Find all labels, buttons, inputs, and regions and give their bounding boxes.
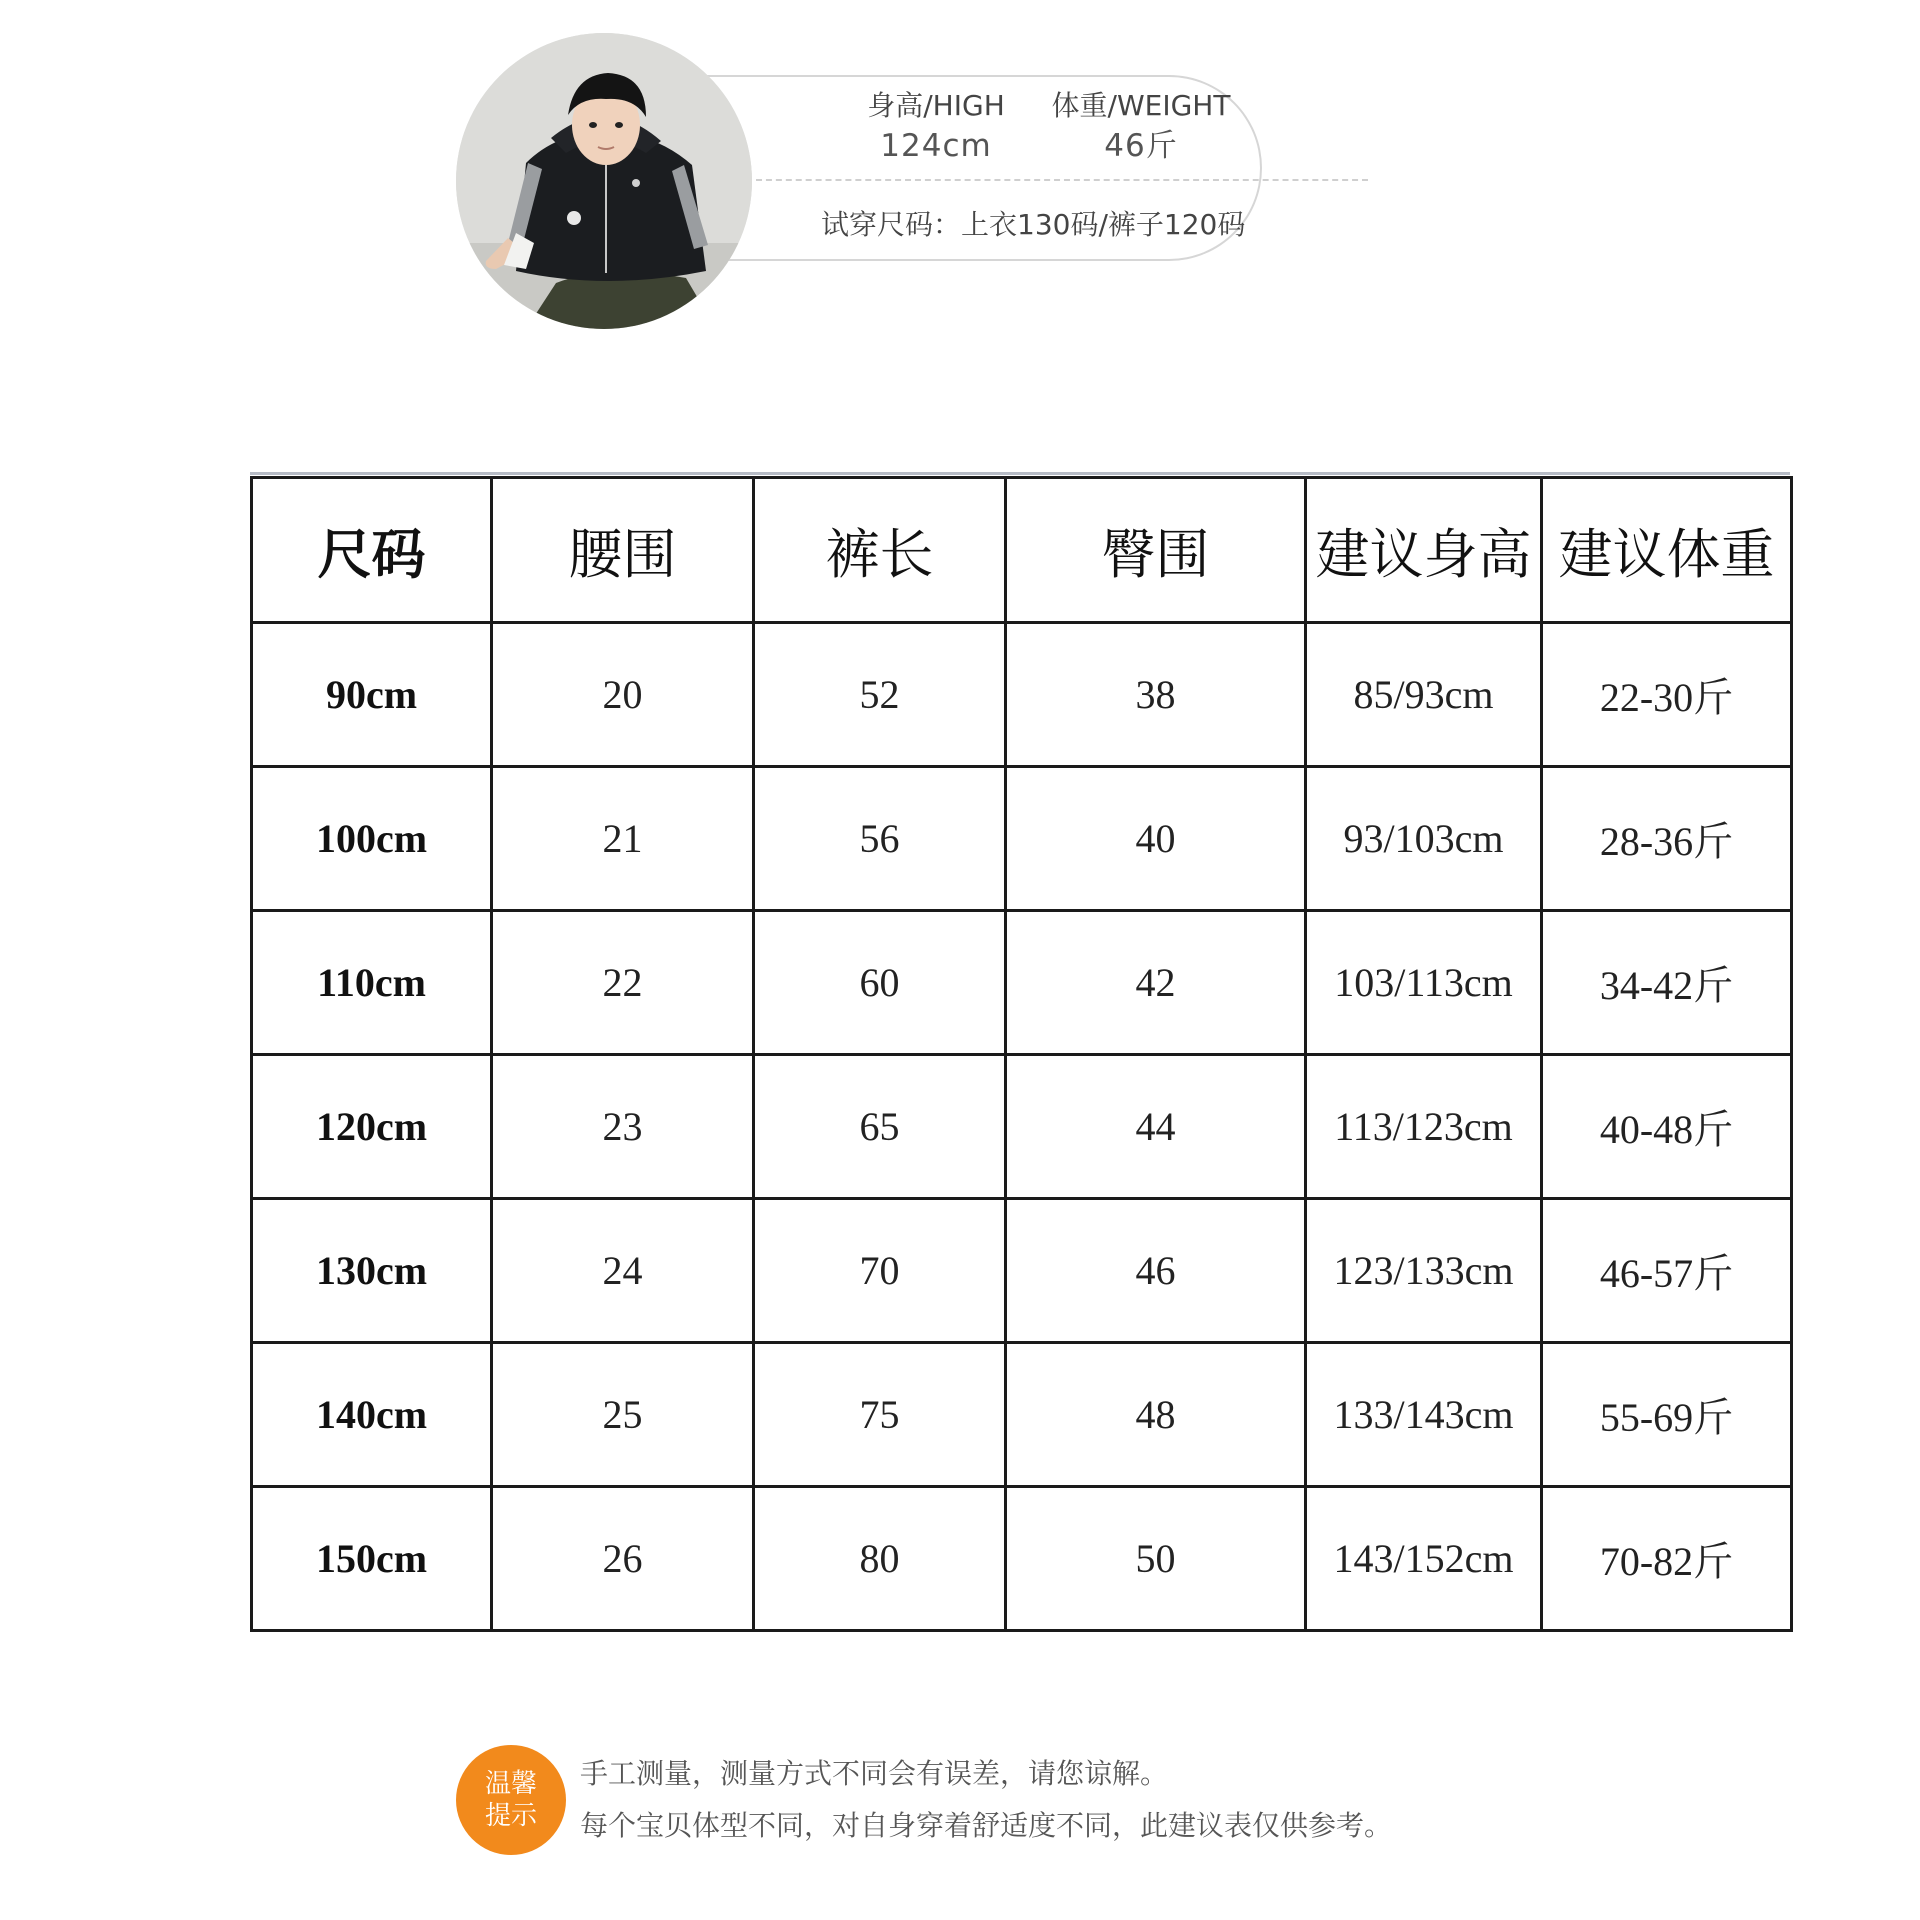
size-cell: 100cm	[252, 767, 492, 911]
waist-cell: 25	[492, 1343, 754, 1487]
waist-cell: 24	[492, 1199, 754, 1343]
height-stat	[836, 87, 1036, 167]
suggested-weight-cell: 70-82斤	[1542, 1487, 1792, 1631]
pants-length-cell: 56	[754, 767, 1006, 911]
size-chart	[250, 476, 1790, 1632]
weight-stat	[1026, 87, 1256, 167]
size-cell: 110cm	[252, 911, 492, 1055]
suggested-height-cell: 93/103cm	[1306, 767, 1542, 911]
badge-line-2: 提示	[484, 1801, 537, 1831]
suggested-height-cell: 143/152cm	[1306, 1487, 1542, 1631]
table-row	[252, 1343, 1792, 1487]
waist-cell: 23	[492, 1055, 754, 1199]
size-cell: 120cm	[252, 1055, 492, 1199]
hip-cell: 50	[1006, 1487, 1306, 1631]
suggested-height-cell: 113/123cm	[1306, 1055, 1542, 1199]
hip-cell: 40	[1006, 767, 1306, 911]
hip-cell: 48	[1006, 1343, 1306, 1487]
trial-size-text: 试穿尺码：上衣130码/裤子120码	[821, 208, 1246, 241]
pants-length-cell: 52	[754, 623, 1006, 767]
hip-cell: 44	[1006, 1055, 1306, 1199]
pants-length-cell: 80	[754, 1487, 1006, 1631]
table-row	[252, 911, 1792, 1055]
suggested-height-cell: 123/133cm	[1306, 1199, 1542, 1343]
suggested-weight-cell: 28-36斤	[1542, 767, 1792, 911]
suggested-height-cell: 103/113cm	[1306, 911, 1542, 1055]
table-row	[252, 623, 1792, 767]
hip-cell: 46	[1006, 1199, 1306, 1343]
suggested-weight-cell: 46-57斤	[1542, 1199, 1792, 1343]
child-model-photo	[456, 33, 752, 329]
table-row	[252, 767, 1792, 911]
suggested-weight-cell: 40-48斤	[1542, 1055, 1792, 1199]
pants-length-cell: 70	[754, 1199, 1006, 1343]
waist-cell: 22	[492, 911, 754, 1055]
pants-length-cell: 65	[754, 1055, 1006, 1199]
tip-line-2: 每个宝贝体型不同，对自身穿着舒适度不同，此建议表仅供参考。	[580, 1809, 1393, 1842]
size-table	[250, 476, 1793, 1632]
suggested-height-cell: 85/93cm	[1306, 623, 1542, 767]
size-cell: 150cm	[252, 1487, 492, 1631]
header-pants-length: 裤长	[754, 478, 1006, 623]
suggested-weight-cell: 22-30斤	[1542, 623, 1792, 767]
table-header-row	[252, 478, 1792, 623]
hip-cell: 42	[1006, 911, 1306, 1055]
suggested-height-cell: 133/143cm	[1306, 1343, 1542, 1487]
warm-tips	[456, 1740, 1456, 1860]
table-top-rule	[250, 472, 1790, 475]
pants-length-cell: 75	[754, 1343, 1006, 1487]
suggested-weight-cell: 55-69斤	[1542, 1343, 1792, 1487]
pants-length-cell: 60	[754, 911, 1006, 1055]
waist-cell: 26	[492, 1487, 754, 1631]
dashed-divider	[756, 179, 1368, 181]
header-suggested-weight: 建议体重	[1542, 478, 1792, 623]
suggested-weight-cell: 34-42斤	[1542, 911, 1792, 1055]
waist-cell: 20	[492, 623, 754, 767]
warm-tips-badge	[456, 1745, 566, 1855]
waist-cell: 21	[492, 767, 754, 911]
header-waist: 腰围	[492, 478, 754, 623]
table-row	[252, 1487, 1792, 1631]
header-suggested-height: 建议身高	[1306, 478, 1542, 623]
table-row	[252, 1055, 1792, 1199]
tip-line-1: 手工测量，测量方式不同会有误差，请您谅解。	[580, 1757, 1169, 1790]
size-cell: 90cm	[252, 623, 492, 767]
size-cell: 130cm	[252, 1199, 492, 1343]
hip-cell: 38	[1006, 623, 1306, 767]
header-hip: 臀围	[1006, 478, 1306, 623]
model-info-card	[456, 33, 1416, 333]
weight-label: 体重/WEIGHT	[1051, 89, 1231, 122]
table-row	[252, 1199, 1792, 1343]
header-size: 尺码	[252, 478, 492, 623]
weight-value: 46斤	[1104, 128, 1178, 164]
height-label: 身高/HIGH	[867, 89, 1005, 122]
badge-line-1: 温馨	[484, 1769, 537, 1799]
size-cell: 140cm	[252, 1343, 492, 1487]
height-value: 124cm	[880, 128, 992, 164]
